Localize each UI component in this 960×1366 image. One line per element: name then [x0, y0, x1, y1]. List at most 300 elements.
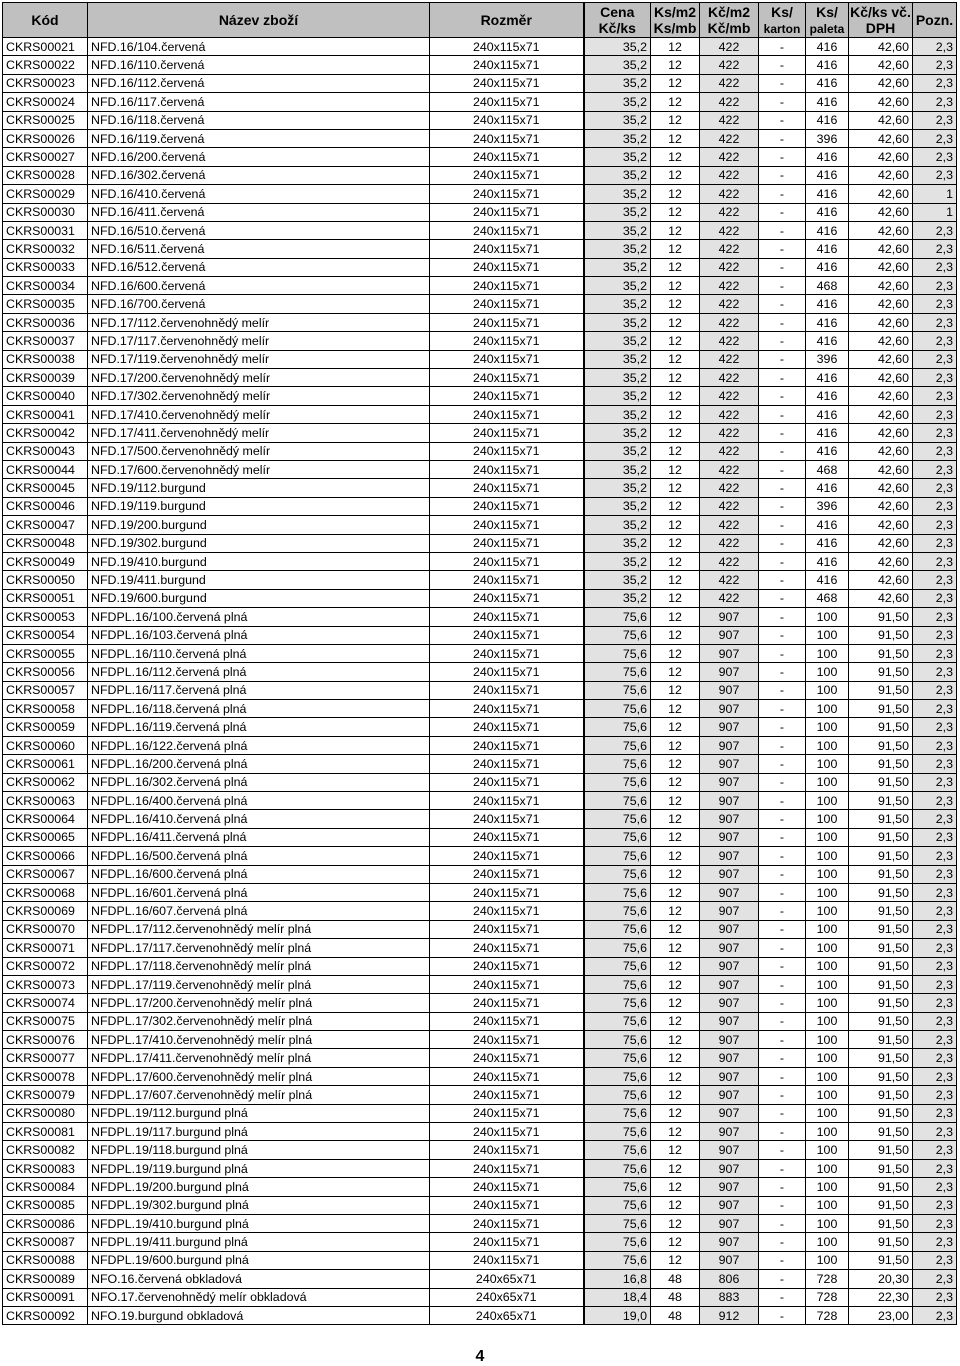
table-row: [3, 111, 957, 129]
header-ks-karton-line1: Ks/: [771, 3, 793, 20]
cell-kc-m2: 422: [700, 387, 759, 405]
cell-pozn: 2,3: [913, 681, 957, 699]
cell-kc-m2: 422: [700, 221, 759, 239]
cell-ks-karton: -: [759, 1215, 806, 1233]
cell-ks-karton: -: [759, 773, 806, 791]
cell-nazev: NFD.19/112.burgund: [88, 479, 430, 497]
cell-kc-dph: 23,00: [849, 1306, 913, 1324]
table-row: [3, 203, 957, 221]
cell-kod: CKRS00062: [3, 773, 88, 791]
table-row: [3, 442, 957, 460]
cell-ks-karton: -: [759, 295, 806, 313]
cell-kod: CKRS00074: [3, 994, 88, 1012]
cell-kc-dph: 91,50: [849, 920, 913, 938]
cell-kod: CKRS00048: [3, 534, 88, 552]
cell-ks-m2: 12: [651, 277, 700, 295]
cell-kc-dph: 42,60: [849, 148, 913, 166]
cell-kc-dph: 91,50: [849, 1159, 913, 1177]
cell-kod: CKRS00047: [3, 516, 88, 534]
table-row: [3, 608, 957, 626]
cell-ks-m2: 12: [651, 663, 700, 681]
cell-cena: 35,2: [584, 442, 651, 460]
cell-kc-m2: 422: [700, 369, 759, 387]
cell-kc-m2: 907: [700, 1049, 759, 1067]
cell-kc-m2: 422: [700, 571, 759, 589]
cell-ks-m2: 12: [651, 644, 700, 662]
cell-kc-dph: 42,60: [849, 38, 913, 56]
cell-nazev: NFDPL.17/117.červenohnědý melír plná: [88, 939, 430, 957]
header-pozn-label: Pozn.: [915, 12, 954, 28]
cell-ks-m2: 48: [651, 1306, 700, 1324]
cell-nazev: NFD.19/119.burgund: [88, 497, 430, 515]
cell-kc-dph: 91,50: [849, 700, 913, 718]
cell-nazev: NFO.19.burgund obkladová: [88, 1306, 430, 1324]
cell-ks-karton: -: [759, 442, 806, 460]
cell-kod: CKRS00034: [3, 277, 88, 295]
cell-ks-m2: 12: [651, 939, 700, 957]
cell-ks-karton: -: [759, 405, 806, 423]
cell-pozn: 2,3: [913, 589, 957, 607]
table-row: [3, 148, 957, 166]
cell-pozn: 2,3: [913, 810, 957, 828]
cell-kc-m2: 422: [700, 479, 759, 497]
cell-ks-m2: 12: [651, 626, 700, 644]
cell-ks-m2: 12: [651, 369, 700, 387]
cell-kc-m2: 422: [700, 460, 759, 478]
cell-pozn: 2,3: [913, 1067, 957, 1085]
cell-kc-m2: 907: [700, 1067, 759, 1085]
cell-ks-paleta: 100: [806, 736, 849, 754]
cell-kc-m2: 422: [700, 111, 759, 129]
cell-ks-karton: -: [759, 571, 806, 589]
cell-pozn: 2,3: [913, 663, 957, 681]
cell-pozn: 2,3: [913, 1123, 957, 1141]
cell-kod: CKRS00037: [3, 332, 88, 350]
cell-ks-karton: -: [759, 516, 806, 534]
cell-ks-m2: 12: [651, 258, 700, 276]
header-rozmer: [430, 3, 584, 38]
cell-nazev: NFDPL.17/302.červenohnědý melír plná: [88, 1012, 430, 1030]
cell-pozn: 2,3: [913, 332, 957, 350]
cell-pozn: 2,3: [913, 847, 957, 865]
cell-kc-m2: 907: [700, 755, 759, 773]
cell-ks-paleta: 100: [806, 1141, 849, 1159]
cell-pozn: 2,3: [913, 313, 957, 331]
cell-kc-m2: 907: [700, 847, 759, 865]
cell-rozmer: 240x115x71: [430, 663, 584, 681]
table-row: [3, 1159, 957, 1177]
cell-ks-paleta: 416: [806, 313, 849, 331]
cell-kc-m2: 907: [700, 828, 759, 846]
cell-pozn: 2,3: [913, 221, 957, 239]
cell-ks-karton: -: [759, 38, 806, 56]
cell-nazev: NFD.19/600.burgund: [88, 589, 430, 607]
cell-ks-karton: -: [759, 129, 806, 147]
cell-rozmer: 240x115x71: [430, 38, 584, 56]
cell-pozn: 2,3: [913, 460, 957, 478]
cell-cena: 35,2: [584, 516, 651, 534]
cell-kod: CKRS00077: [3, 1049, 88, 1067]
cell-pozn: 2,3: [913, 479, 957, 497]
page-number: 4: [475, 1348, 485, 1365]
cell-kc-m2: 907: [700, 626, 759, 644]
cell-cena: 35,2: [584, 185, 651, 203]
cell-kod: CKRS00068: [3, 883, 88, 901]
cell-ks-paleta: 416: [806, 185, 849, 203]
cell-kc-m2: 422: [700, 277, 759, 295]
cell-nazev: NFDPL.19/200.burgund plná: [88, 1178, 430, 1196]
cell-ks-paleta: 416: [806, 571, 849, 589]
cell-ks-paleta: 416: [806, 405, 849, 423]
header-ks-m2-line2: Ks/mb: [653, 20, 697, 36]
table-row: [3, 1270, 957, 1288]
cell-nazev: NFD.16/512.červená: [88, 258, 430, 276]
table-row: [3, 681, 957, 699]
cell-rozmer: 240x115x71: [430, 700, 584, 718]
cell-kod: CKRS00073: [3, 975, 88, 993]
cell-pozn: 2,3: [913, 1012, 957, 1030]
cell-rozmer: 240x115x71: [430, 1123, 584, 1141]
cell-pozn: 2,3: [913, 1215, 957, 1233]
cell-kod: CKRS00049: [3, 552, 88, 570]
cell-pozn: 2,3: [913, 1288, 957, 1306]
cell-kod: CKRS00088: [3, 1251, 88, 1269]
table-row: [3, 277, 957, 295]
cell-kc-dph: 91,50: [849, 608, 913, 626]
cell-pozn: 2,3: [913, 902, 957, 920]
cell-kod: CKRS00079: [3, 1086, 88, 1104]
table-row: [3, 920, 957, 938]
cell-nazev: NFDPL.19/600.burgund plná: [88, 1251, 430, 1269]
cell-rozmer: 240x115x71: [430, 681, 584, 699]
cell-ks-karton: -: [759, 1031, 806, 1049]
cell-ks-m2: 12: [651, 1215, 700, 1233]
cell-kc-dph: 22,30: [849, 1288, 913, 1306]
cell-ks-paleta: 100: [806, 1104, 849, 1122]
cell-ks-karton: -: [759, 663, 806, 681]
table-row: [3, 1067, 957, 1085]
cell-ks-paleta: 100: [806, 1049, 849, 1067]
cell-ks-paleta: 100: [806, 957, 849, 975]
cell-nazev: NFD.19/410.burgund: [88, 552, 430, 570]
cell-cena: 75,6: [584, 1012, 651, 1030]
cell-ks-karton: -: [759, 1178, 806, 1196]
cell-rozmer: 240x115x71: [430, 479, 584, 497]
cell-ks-paleta: 468: [806, 277, 849, 295]
table-row: [3, 552, 957, 570]
cell-nazev: NFD.16/110.červená: [88, 56, 430, 74]
cell-cena: 35,2: [584, 387, 651, 405]
cell-kc-m2: 907: [700, 736, 759, 754]
cell-pozn: 2,3: [913, 939, 957, 957]
cell-kod: CKRS00031: [3, 221, 88, 239]
cell-rozmer: 240x115x71: [430, 516, 584, 534]
cell-rozmer: 240x115x71: [430, 1215, 584, 1233]
cell-kc-dph: 42,60: [849, 369, 913, 387]
cell-ks-m2: 12: [651, 516, 700, 534]
cell-kc-m2: 422: [700, 295, 759, 313]
cell-kod: CKRS00091: [3, 1288, 88, 1306]
cell-kc-m2: 907: [700, 1141, 759, 1159]
cell-ks-m2: 12: [651, 1196, 700, 1214]
cell-kc-dph: 42,60: [849, 552, 913, 570]
cell-pozn: 2,3: [913, 644, 957, 662]
cell-rozmer: 240x115x71: [430, 1178, 584, 1196]
cell-cena: 75,6: [584, 773, 651, 791]
table-row: [3, 975, 957, 993]
cell-kod: CKRS00054: [3, 626, 88, 644]
cell-ks-m2: 12: [651, 718, 700, 736]
cell-pozn: 2,3: [913, 552, 957, 570]
cell-kod: CKRS00021: [3, 38, 88, 56]
cell-ks-paleta: 100: [806, 1196, 849, 1214]
cell-ks-karton: -: [759, 1067, 806, 1085]
table-row: [3, 38, 957, 56]
cell-ks-paleta: 100: [806, 1178, 849, 1196]
cell-ks-paleta: 416: [806, 148, 849, 166]
cell-cena: 35,2: [584, 56, 651, 74]
table-row: [3, 479, 957, 497]
cell-nazev: NFDPL.17/118.červenohnědý melír plná: [88, 957, 430, 975]
cell-nazev: NFD.17/600.červenohnědý melír: [88, 460, 430, 478]
cell-pozn: 2,3: [913, 148, 957, 166]
cell-ks-karton: -: [759, 56, 806, 74]
cell-kc-m2: 907: [700, 1251, 759, 1269]
cell-cena: 35,2: [584, 534, 651, 552]
cell-rozmer: 240x115x71: [430, 792, 584, 810]
cell-ks-karton: -: [759, 552, 806, 570]
cell-ks-paleta: 396: [806, 497, 849, 515]
cell-kc-dph: 91,50: [849, 718, 913, 736]
cell-cena: 75,6: [584, 792, 651, 810]
cell-nazev: NFDPL.19/117.burgund plná: [88, 1123, 430, 1141]
cell-kc-m2: 907: [700, 644, 759, 662]
cell-kc-dph: 91,50: [849, 810, 913, 828]
cell-pozn: 2,3: [913, 865, 957, 883]
cell-ks-karton: -: [759, 332, 806, 350]
cell-ks-karton: -: [759, 387, 806, 405]
cell-kc-m2: 907: [700, 1196, 759, 1214]
table-row: [3, 258, 957, 276]
cell-ks-karton: -: [759, 369, 806, 387]
cell-ks-m2: 12: [651, 792, 700, 810]
cell-ks-paleta: 416: [806, 166, 849, 184]
cell-rozmer: 240x115x71: [430, 56, 584, 74]
cell-ks-paleta: 100: [806, 1067, 849, 1085]
cell-pozn: 2,3: [913, 792, 957, 810]
cell-ks-m2: 12: [651, 534, 700, 552]
cell-cena: 35,2: [584, 148, 651, 166]
cell-ks-karton: -: [759, 479, 806, 497]
cell-ks-karton: -: [759, 975, 806, 993]
cell-pozn: 2,3: [913, 240, 957, 258]
cell-ks-karton: -: [759, 792, 806, 810]
cell-nazev: NFDPL.16/400.červená plná: [88, 792, 430, 810]
cell-ks-m2: 12: [651, 148, 700, 166]
cell-kc-m2: 907: [700, 975, 759, 993]
cell-kc-dph: 91,50: [849, 644, 913, 662]
header-kc-dph: [849, 3, 913, 38]
cell-ks-paleta: 416: [806, 442, 849, 460]
table-row: [3, 185, 957, 203]
cell-cena: 75,6: [584, 902, 651, 920]
cell-kod: CKRS00053: [3, 608, 88, 626]
cell-pozn: 2,3: [913, 1233, 957, 1251]
cell-rozmer: 240x115x71: [430, 810, 584, 828]
cell-nazev: NFD.17/119.červenohnědý melír: [88, 350, 430, 368]
table-row: [3, 534, 957, 552]
table-row: [3, 93, 957, 111]
cell-ks-paleta: 416: [806, 240, 849, 258]
cell-rozmer: 240x115x71: [430, 350, 584, 368]
cell-kod: CKRS00042: [3, 424, 88, 442]
cell-kc-m2: 422: [700, 516, 759, 534]
cell-rozmer: 240x115x71: [430, 332, 584, 350]
header-pozn: [913, 3, 957, 38]
cell-cena: 35,2: [584, 221, 651, 239]
cell-kc-dph: 91,50: [849, 883, 913, 901]
cell-kc-m2: 907: [700, 883, 759, 901]
cell-ks-karton: -: [759, 221, 806, 239]
header-ks-karton-line2: karton: [763, 21, 801, 36]
cell-kc-dph: 42,60: [849, 350, 913, 368]
cell-ks-m2: 12: [651, 975, 700, 993]
cell-cena: 75,6: [584, 663, 651, 681]
cell-ks-karton: -: [759, 534, 806, 552]
header-kc-m2-line2: Kč/mb: [707, 20, 751, 36]
cell-pozn: 2,3: [913, 166, 957, 184]
cell-pozn: 2,3: [913, 93, 957, 111]
cell-nazev: NFD.16/600.červená: [88, 277, 430, 295]
cell-nazev: NFDPL.16/200.červená plná: [88, 755, 430, 773]
cell-ks-karton: -: [759, 883, 806, 901]
cell-rozmer: 240x115x71: [430, 277, 584, 295]
cell-nazev: NFD.16/510.červená: [88, 221, 430, 239]
cell-kc-dph: 42,60: [849, 129, 913, 147]
cell-kc-dph: 91,50: [849, 1251, 913, 1269]
cell-ks-paleta: 416: [806, 295, 849, 313]
table-row: [3, 700, 957, 718]
cell-nazev: NFDPL.16/117.červená plná: [88, 681, 430, 699]
cell-kc-m2: 422: [700, 148, 759, 166]
cell-ks-m2: 12: [651, 387, 700, 405]
cell-kod: CKRS00084: [3, 1178, 88, 1196]
cell-kc-dph: 91,50: [849, 1086, 913, 1104]
cell-ks-karton: -: [759, 240, 806, 258]
cell-kc-dph: 42,60: [849, 442, 913, 460]
cell-pozn: 1: [913, 203, 957, 221]
cell-ks-paleta: 100: [806, 755, 849, 773]
cell-rozmer: 240x115x71: [430, 369, 584, 387]
cell-ks-karton: -: [759, 810, 806, 828]
cell-ks-m2: 12: [651, 1012, 700, 1030]
table-row: [3, 240, 957, 258]
cell-rozmer: 240x115x71: [430, 1141, 584, 1159]
cell-pozn: 2,3: [913, 755, 957, 773]
cell-kod: CKRS00023: [3, 74, 88, 92]
cell-kod: CKRS00061: [3, 755, 88, 773]
cell-ks-karton: -: [759, 74, 806, 92]
cell-pozn: 2,3: [913, 369, 957, 387]
table-row: [3, 1196, 957, 1214]
cell-cena: 75,6: [584, 1196, 651, 1214]
cell-rozmer: 240x115x71: [430, 1067, 584, 1085]
cell-pozn: 2,3: [913, 1251, 957, 1269]
cell-ks-karton: -: [759, 626, 806, 644]
cell-nazev: NFD.16/700.červená: [88, 295, 430, 313]
header-ks-m2-line1: Ks/m2: [653, 4, 697, 20]
cell-rozmer: 240x115x71: [430, 736, 584, 754]
cell-rozmer: 240x115x71: [430, 1049, 584, 1067]
cell-ks-karton: -: [759, 1104, 806, 1122]
cell-ks-paleta: 416: [806, 424, 849, 442]
cell-rozmer: 240x115x71: [430, 534, 584, 552]
cell-rozmer: 240x115x71: [430, 589, 584, 607]
cell-ks-m2: 12: [651, 1067, 700, 1085]
cell-ks-paleta: 100: [806, 1215, 849, 1233]
cell-cena: 75,6: [584, 810, 651, 828]
table-row: [3, 369, 957, 387]
cell-cena: 75,6: [584, 1178, 651, 1196]
cell-rozmer: 240x115x71: [430, 644, 584, 662]
table-row: [3, 1141, 957, 1159]
cell-cena: 75,6: [584, 939, 651, 957]
cell-rozmer: 240x115x71: [430, 828, 584, 846]
cell-ks-karton: -: [759, 277, 806, 295]
cell-ks-paleta: 416: [806, 534, 849, 552]
table-row: [3, 1049, 957, 1067]
cell-ks-karton: -: [759, 185, 806, 203]
cell-nazev: NFD.16/200.červená: [88, 148, 430, 166]
cell-nazev: NFDPL.16/411.červená plná: [88, 828, 430, 846]
table-row: [3, 902, 957, 920]
table-row: [3, 295, 957, 313]
cell-cena: 75,6: [584, 608, 651, 626]
cell-cena: 75,6: [584, 1215, 651, 1233]
cell-cena: 75,6: [584, 1123, 651, 1141]
cell-kod: CKRS00024: [3, 93, 88, 111]
cell-ks-m2: 12: [651, 442, 700, 460]
cell-cena: 35,2: [584, 74, 651, 92]
cell-rozmer: 240x115x71: [430, 295, 584, 313]
cell-pozn: 2,3: [913, 1086, 957, 1104]
cell-kc-dph: 91,50: [849, 1104, 913, 1122]
cell-nazev: NFDPL.19/411.burgund plná: [88, 1233, 430, 1251]
cell-kc-dph: 91,50: [849, 1123, 913, 1141]
cell-nazev: NFD.19/411.burgund: [88, 571, 430, 589]
cell-ks-karton: -: [759, 203, 806, 221]
cell-kc-m2: 422: [700, 240, 759, 258]
cell-pozn: 2,3: [913, 1306, 957, 1324]
cell-kod: CKRS00057: [3, 681, 88, 699]
cell-cena: 35,2: [584, 295, 651, 313]
cell-rozmer: 240x115x71: [430, 994, 584, 1012]
cell-kod: CKRS00066: [3, 847, 88, 865]
cell-pozn: 2,3: [913, 957, 957, 975]
cell-ks-paleta: 100: [806, 718, 849, 736]
cell-kc-dph: 42,60: [849, 56, 913, 74]
cell-kod: CKRS00036: [3, 313, 88, 331]
cell-ks-m2: 12: [651, 1049, 700, 1067]
cell-kc-dph: 91,50: [849, 828, 913, 846]
header-rozmer-label: Rozměr: [480, 12, 532, 28]
cell-ks-karton: -: [759, 258, 806, 276]
cell-kc-dph: 42,60: [849, 313, 913, 331]
cell-kc-m2: 907: [700, 700, 759, 718]
cell-rozmer: 240x115x71: [430, 1031, 584, 1049]
cell-cena: 75,6: [584, 700, 651, 718]
header-nazev-label: Název zboží: [218, 12, 299, 28]
